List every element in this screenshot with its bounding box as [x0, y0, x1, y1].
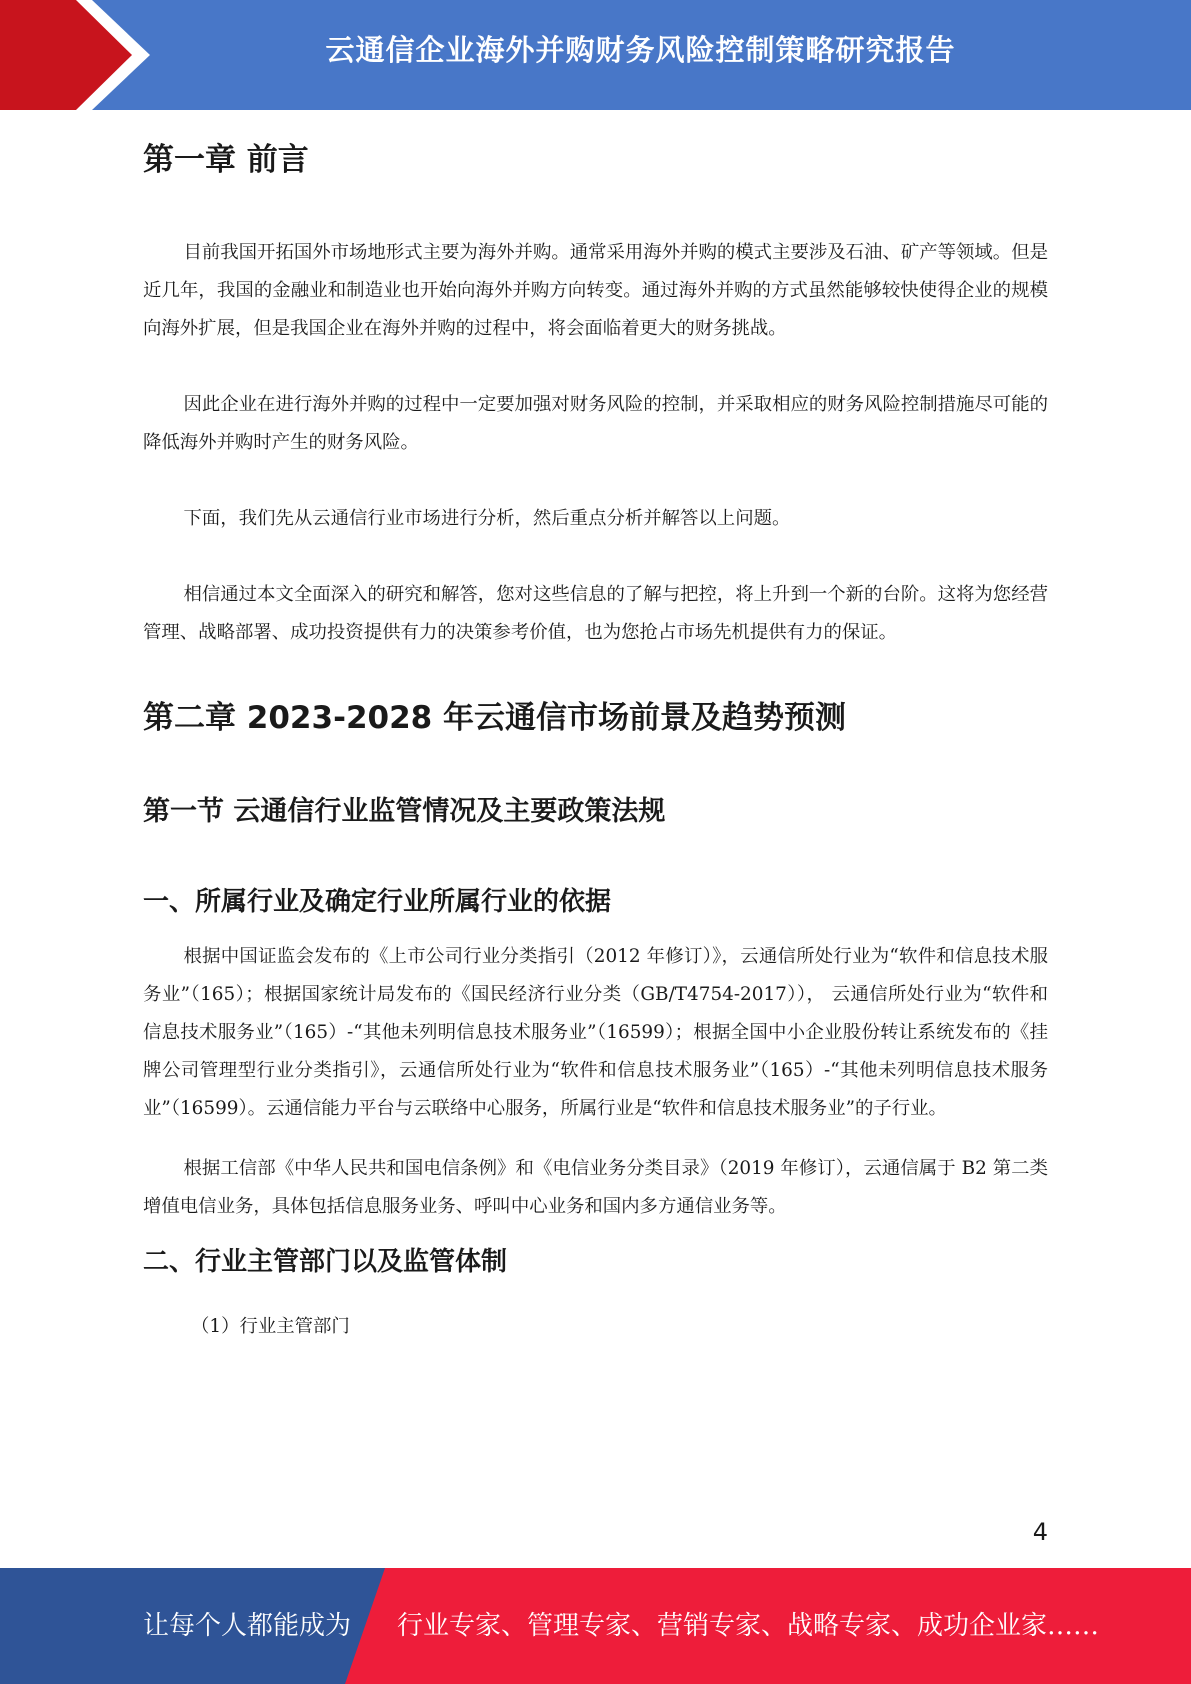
subsection-1-paragraph-2: 根据工信部《中华人民共和国电信条例》和《电信业务分类目录》（2019 年修订），云通信属于 B2 第二类增值电信业务，具体包括信息服务业务、呼叫中心业务和国内多方通信业务等。 — [143, 1158, 1048, 1217]
chapter-1-title: 第一章 前言 — [143, 142, 309, 178]
page-header — [0, 0, 1191, 110]
page-content — [143, 130, 1048, 1342]
subsection-2-title: 二、行业主管部门以及监管体制 — [143, 1247, 508, 1277]
subsection-1-paragraph-1: 根据中国证监会发布的《上市公司行业分类指引（2012 年修订）》，云通信所处行业为“软件和信息技术服务业”（165）；根据国家统计局发布的《国民经济行业分类（GB/T4754-2017））， 云通信所处行业为“软件和信息技术服务业”（165）-“其他未列明信息技术服务业”（16599）；根据全国中小企业股份转让系统发布的《挂牌公司管理型行业分类指引》，云通信所处行业为“软件和信息技术服务业”（165）-“其他未列明信息技术服务业”（16599）。云通信能力平台与云联络中心服务，所属行业是“软件和信息技术服务业”的子行业。 — [143, 946, 1048, 1119]
chapter-2-title: 第二章 2023-2028 年云通信市场前景及趋势预测 — [143, 700, 847, 736]
chapter-1-paragraph-4: 相信通过本文全面深入的研究和解答，您对这些信息的了解与把控，将上升到一个新的台阶。这将为您经营管理、战略部署、成功投资提供有力的决策参考价值，也为您抢占市场先机提供有力的保证。 — [143, 584, 1048, 643]
subsection-1-title: 一、所属行业及确定行业所属行业的依据 — [143, 887, 612, 917]
list-item: （1）行业主管部门 — [191, 1316, 350, 1337]
section-1-title: 第一节 云通信行业监管情况及主要政策法规 — [143, 796, 666, 827]
chapter-1-paragraph-1: 目前我国开拓国外市场地形式主要为海外并购。通常采用海外并购的模式主要涉及石油、矿产等领域。但是近几年，我国的金融业和制造业也开始向海外并购方向转变。通过海外并购的方式虽然能够较快使得企业的规模向海外扩展，但是我国企业在海外并购的过程中，将会面临着更大的财务挑战。 — [143, 242, 1048, 339]
chapter-1-paragraph-2: 因此企业在进行海外并购的过程中一定要加强对财务风险的控制，并采取相应的财务风险控制措施尽可能的降低海外并购时产生的财务风险。 — [143, 394, 1048, 453]
footer-slogan-left: 让每个人都能成为 — [143, 1611, 352, 1641]
header-chevron-icon — [0, 0, 150, 110]
chapter-1-paragraph-3: 下面，我们先从云通信行业市场进行分析，然后重点分析并解答以上问题。 — [183, 508, 791, 529]
page-number: 4 — [1032, 1518, 1048, 1546]
page-footer — [0, 1568, 1191, 1684]
footer-slogan-right: 行业专家、管理专家、营销专家、战略专家、成功企业家…… — [397, 1611, 1100, 1641]
document-title: 云通信企业海外并购财务风险控制策略研究报告 — [325, 33, 956, 67]
